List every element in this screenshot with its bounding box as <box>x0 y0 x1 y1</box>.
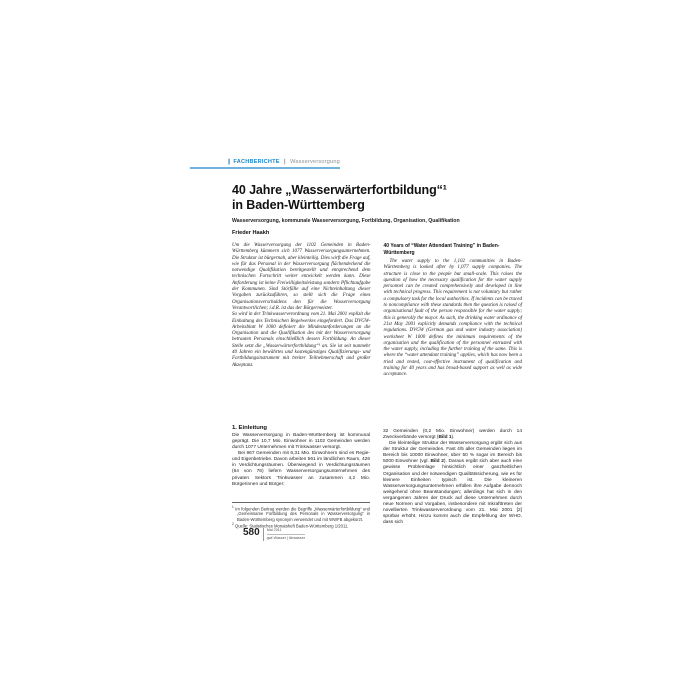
article-title <box>232 183 524 213</box>
body-paragraph: Die kleinteilige Struktur der Wasserversorgung ergibt sich aus der Struktur der Gemeinden. Fast 4/5 aller Gemeinden liegen im Bereich bis 10000 Einwohner, über 50 % sogar im Bereich bis 5000 Einwohner (vgl. Bild 2). Daraus ergibt sich aber auch eine gewisse Problemlage hinsichtlich einer ganzheitlichen Organisation und der notwendigen Qualitätssicherung, wie es für kleinere Einheiten typisch ist. Die kleineren Wasserversorgungsunternehmen erfüllen ihre Aufgabe dennoch weitgehend ohne Beanstandungen; allerdings hat sich in den vergangenen Jahren der Druck auf diese Unternehmen durch neue Normen und Vorgaben, insbesondere mit Inkrafttreten der novellierten Trinkwasserverordnung vom 21. Mai 2001 [2] spürbar erhöht. Hinzu kommt auch die Empfehlung der WHO, dass sich <box>383 441 523 526</box>
body-column-right <box>383 429 522 526</box>
author-name: Frieder Haakh <box>232 230 270 236</box>
footer-issue: Mai 2011 <box>267 528 305 535</box>
footnote-block <box>232 502 370 529</box>
separator-bar-icon: ❙ <box>226 159 232 165</box>
footer-meta <box>263 528 305 541</box>
article-title-line1: 40 Jahre „Wasserwärterfortbildung“¹ <box>232 183 447 197</box>
body-column-left <box>232 425 370 529</box>
footnote <box>232 505 370 523</box>
abstract-english-paragraph: The water supply to the 1,102 communities in Baden-Württemberg is looked after by 1,077 supply companies. The structure is close to the people but small-scale. This raises the question of how the necessary qualification for the water supply personnel can be created comprehensively and developed in line with technical progress. This requirement is not voluntary but rather a compulsory task for the local authorities. If incidents can be traced to noncompliance with these standards then the question is raised of organisational fault of the person responsible for the water supply; this is generally the mayor. As such, the drinking water ordinance of 21st May 2001 explicitly demands compliance with the technical regulations. DVGW (German gas and water industry association) worksheet W 1000 defines the minimum requirements of the organisation and the qualification of the personnel entrusted with the water supply, including the further training of the same. This is where the “water attendant training” applies, which has now been a tried and tested, cost-effective instrument of qualification and training for 40 years and has broad-based support as well as wide acceptance. <box>383 259 522 378</box>
page-footer <box>243 528 305 541</box>
body-paragraph: 32 Gemeinden (0,2 Mio. Einwohner) werden durch 14 Zweckverbände versorgt (Bild 1). <box>383 429 522 441</box>
footer-journal: gwf-Wasser | Abwasser <box>266 536 306 541</box>
page-number: 580 <box>243 527 260 538</box>
footnote-marker: 1 <box>232 504 234 509</box>
abstract-german-paragraph: Um die Wasserversorgung der 1102 Gemeinden in Baden-Württemberg kümmern sich 1077 Wasserversorgungsunternehmen. Die Struktur ist bürgernah, aber kleinteilig. Dies wirft die Frage auf, wie für das Personal in der Wasserversorgung flächendeckend die notwendige Qualifikation bereitgestellt und entsprechend dem technischen Fortschritt weiter entwickelt werden kann. Diese Anforderung ist keine Freiwilligkeitsleistung sondern Pflichtaufgabe der Kommunen. Sind Störfälle auf eine Nichteinhaltung dieser Vorgaben zurückzuführen, so stellt sich die Frage eines Organisationsverschuldens den für die Wasserversorgung Verantwortlichen; i.d.R. ist das der Bürgermeister. <box>232 243 371 311</box>
footnote-marker: 2 <box>232 522 234 527</box>
running-head-section: FACHBERICHTE <box>233 159 280 165</box>
section-heading: 1. Einleitung <box>232 425 268 431</box>
body-paragraph: Bei 967 Gemeinden mit 6,31 Mio. Einwohnern sind es Regie- und Eigenbetriebe. Davon arbeiten 561 im ländlichen Raum, 426 in Verdichtungsräumen. Überwiegend in Verdichtungsräumen (64 von 76) liefern Wasserversorgungsunternehmen des privaten Sektors Trinkwasser an zusammen 4,2 Mio. Bürgerinnen und Bürger; <box>232 451 370 487</box>
abstract-english-heading: 40 Years of “Water Attendant Training” in Baden-Württemberg <box>383 243 500 256</box>
abstract-german-paragraph: So wird in der Trinkwasserverordnung vom 21. Mai 2001 explizit die Einhaltung des Technischen Regelwerkes eingefordert. Das DVGW-Arbeitsblatt W 1000 definiert die Mindestanforderungen an die Organisation und die Qualifikation des mit der Wasserversorgung betrauten Personals einschließlich dessen Fortbildung. An dieser Stelle setzt die „Wasserwärterfortbildung“¹ an. Sie ist seit nunmehr 40 Jahren ein bewährtes und kostengünstiges Qualifizierungs- und Fortbildungsinstrument mit breiter Teilnehmerschaft und großer Akzeptanz. <box>232 312 371 368</box>
keywords-line: Wasserversorgung, kommunale Wasserversorgung, Fortbildung, Organisation, Qualifikation <box>232 218 460 224</box>
footnote-text: Im folgenden Beitrag werden die Begriffe „Wasserwärterfortbildung“ und „Gemeinsame Fortbildung des Personals in Wasserversorgung“ in Baden-Württemberg synonym verwendet und mit WWFB abgekürzt. <box>235 506 370 522</box>
running-head-topic: Wasserversorgung <box>290 159 340 165</box>
article-title-line2: in Baden-Württemberg <box>232 197 365 212</box>
body-paragraph: Die Wasserversorgung in Baden-Württemberg ist kommunal geprägt. Die 10,7 Mio. Einwohner in 1102 Gemeinden werden durch 1077 Unternehmen mit Trinkwasser versorgt. <box>232 433 370 451</box>
separator-bar-icon: ❙ <box>282 159 288 165</box>
abstract-block <box>232 243 522 379</box>
abstract-english <box>384 243 523 379</box>
abstract-german <box>232 243 371 379</box>
footnote-text: Quelle: Statistisches Monatsheft Baden-Württemberg 1/2011. <box>234 523 349 529</box>
running-head <box>190 159 340 169</box>
